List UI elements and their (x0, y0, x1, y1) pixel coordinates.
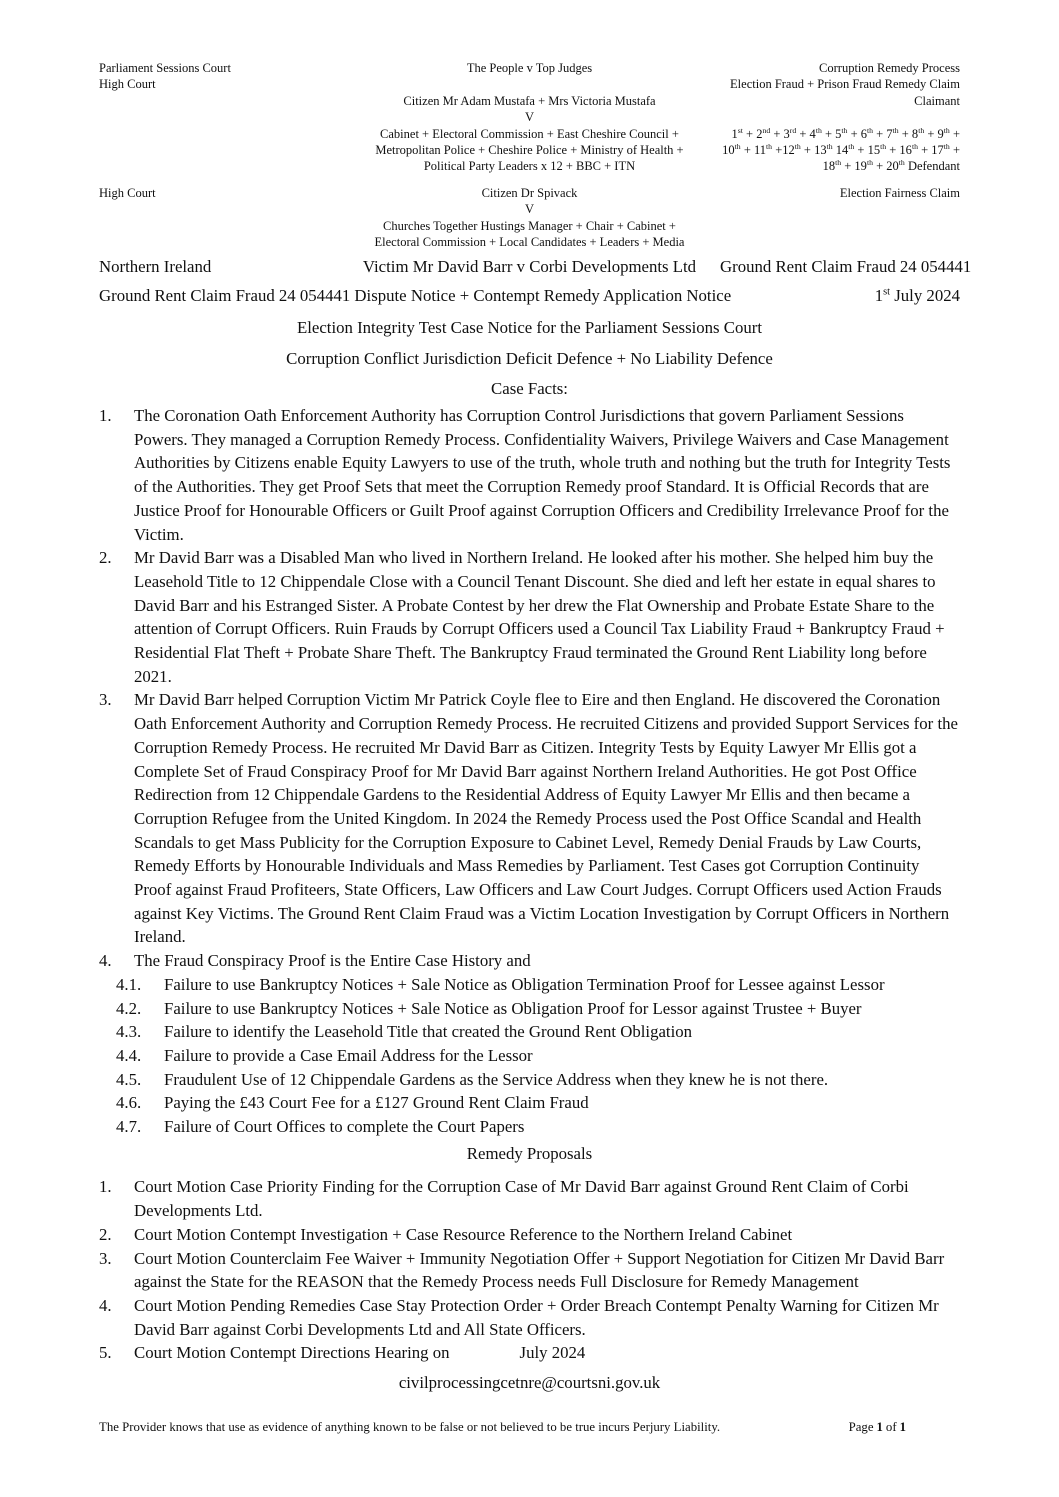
list-item (99, 1294, 960, 1341)
defendant-ordinals-line-2: 10th + 11th +12th + 13th 14th + 15th + 16th + 17th + (722, 141, 960, 158)
case-parties: Victim Mr David Barr v Corbi Developments Ltd (362, 257, 697, 277)
court-heading-claim-2 (99, 185, 960, 251)
list-item (99, 1247, 960, 1294)
item-number: 4.3. (116, 1022, 142, 1042)
page-label-total: 1 (899, 1419, 906, 1434)
list-item (99, 1175, 960, 1222)
header-row (99, 142, 960, 158)
list-item (99, 404, 960, 546)
list-item (99, 546, 960, 688)
versus-mark: V (524, 202, 535, 217)
item-text: Paying the £43 Court Fee for a £127 Ground Rent Claim Fraud (164, 1093, 589, 1113)
header-row (99, 158, 960, 174)
list-item (99, 949, 960, 973)
header-row (99, 60, 960, 76)
remedy-proposals-list (99, 1175, 960, 1365)
case-facts-list (99, 404, 960, 1139)
list-item (116, 973, 960, 997)
defendant-names-line-2: Electoral Commission + Local Candidates + Leaders + Media (374, 235, 685, 250)
header-row (99, 93, 960, 109)
remedy-proposals-heading: Remedy Proposals (466, 1143, 593, 1163)
defendant-names-line-1: Churches Together Hustings Manager + Chair + Cabinet + (383, 218, 676, 233)
header-row (99, 76, 960, 92)
item-number: 4. (99, 951, 112, 971)
notice-title: Ground Rent Claim Fraud 24 054441 Dispute Notice + Contempt Remedy Application Notice (99, 286, 732, 306)
item-text: Court Motion Pending Remedies Case Stay Protection Order + Order Breach Contempt Penalty Warning for Citizen Mr David Barr against Corbi Developments Ltd and All State Officers. (134, 1296, 939, 1339)
item-number: 1. (99, 1177, 112, 1197)
claimant-name: Citizen Dr Spivack (481, 185, 578, 200)
list-item (116, 1091, 960, 1115)
item-text: The Coronation Oath Enforcement Authority has Corruption Control Jurisdictions that govern Parliament Sessions Powers. They managed a Corruption Remedy Process. Confidentiality Waivers, Privilege Waivers and Case Management Authorities by Citizens enable Equity Lawyers to use of the truth, whole truth and nothing but the truth for Integrity Tests of the Authorities. They get Proof Sets that meet the Corruption Remedy proof Standard. It is Official Records that are Justice Proof for Honourable Officers or Guilt Proof against Corruption Officers and Credibility Irrelevance Proof for the Victim. (134, 405, 951, 544)
item-number: 1. (99, 405, 112, 425)
list-item (116, 1044, 960, 1068)
case-facts-heading: Case Facts: (491, 379, 568, 399)
process-label: Corruption Remedy Process (819, 61, 960, 75)
item-number: 4.5. (116, 1069, 142, 1089)
case-facts-sublist (116, 973, 960, 1139)
item-text: Court Motion Contempt Investigation + Case Resource Reference to the Northern Ireland Cabinet (134, 1224, 793, 1244)
page-label-current: 1 (876, 1419, 883, 1434)
item-text: Failure of Court Offices to complete the Court Papers (164, 1117, 525, 1137)
item-text: Fraudulent Use of 12 Chippendale Gardens as the Service Address when they knew he is not there. (164, 1069, 829, 1089)
header-row (99, 218, 960, 234)
item-number: 4.4. (116, 1045, 142, 1065)
header-row (99, 109, 960, 125)
item-number: 2. (99, 548, 112, 568)
hearing-date: July 2024 (519, 1343, 586, 1363)
perjury-disclaimer: The Provider knows that use as evidence of anything known to be false or not believed to be true incurs Perjury Liability. (99, 1419, 721, 1434)
item-text: The Fraud Conspiracy Proof is the Entire Case History and (134, 951, 531, 971)
item-number: 4. (99, 1296, 112, 1315)
item-text: Mr David Barr was a Disabled Man who lived in Northern Ireland. He looked after his mother. She helped him buy the Leasehold Title to 12 Chippendale Close with a Council Tenant Discount. She died and left her estate in equal shares to David Barr and his Estranged Sister. A Probate Contest by her drew the Flat Ownership and Probate Estate Share to the attention of Corrupt Officers. Ruin Frauds by Corrupt Officers used a Council Tax Liability Fraud + Bankruptcy Fraud + Residential Flat Theft + Probate Share Theft. The Bankruptcy Fraud terminated the Ground Rent Liability long before 2021. (134, 548, 945, 686)
defendant-names-line-2: Metropolitan Police + Cheshire Police + Ministry of Health + (375, 143, 684, 158)
page-label-prefix: Page (848, 1419, 874, 1434)
item-number: 4.7. (116, 1117, 142, 1137)
list-item (116, 1020, 960, 1044)
item-number: 5. (99, 1343, 112, 1363)
page-number (846, 1419, 906, 1435)
list-item (99, 1341, 960, 1365)
item-text: Failure to identify the Leasehold Title that created the Ground Rent Obligation (164, 1022, 693, 1042)
versus-mark: V (524, 110, 535, 125)
item-number: 4.2. (116, 998, 142, 1018)
document-content (99, 0, 972, 1435)
claimant-names: Citizen Mr Adam Mustafa + Mrs Victoria Mustafa (403, 93, 656, 108)
header-row (99, 234, 960, 250)
item-text: Court Motion Counterclaim Fee Waiver + Immunity Negotiation Offer + Support Negotiation for Citizen Mr David Barr against the State for the REASON that the Remedy Process needs Full Disclosure for Remedy Management (134, 1248, 945, 1292)
item-text (134, 1341, 960, 1365)
item-text: Failure to provide a Case Email Address for the Lessor (164, 1045, 533, 1065)
item-text: Failure to use Bankruptcy Notices + Sale Notice as Obligation Proof for Lessor against Trustee + Buyer (164, 998, 862, 1018)
header-row (99, 126, 960, 142)
defendant-names-line-1: Cabinet + Electoral Commission + East Cheshire Council + (380, 126, 679, 141)
document-date: 1st July 2024 (874, 286, 960, 306)
list-item (99, 688, 960, 949)
header-row (99, 201, 960, 217)
court-level: High Court (99, 77, 156, 92)
court-name: Parliament Sessions Court (99, 61, 231, 75)
header-row (99, 185, 960, 201)
defendant-ordinals-line-1: 1st + 2nd + 3rd + 4th + 5th + 6th + 7th + 8th + 9th + (731, 125, 960, 141)
page-label-of: of (885, 1419, 897, 1434)
contact-email: civilprocessingcetnre@courtsni.gov.uk (398, 1373, 661, 1393)
page-footer (99, 1419, 960, 1435)
defendant-names-line-3: Political Party Leaders x 12 + BBC + ITN (423, 159, 636, 174)
item-text: Court Motion Case Priority Finding for the Corruption Case of Mr David Barr against Ground Rent Claim of Corbi Developments Ltd. (134, 1177, 909, 1221)
defendant-ordinals-line-3: 18th + 19th + 20th Defendant (822, 158, 960, 174)
item-number: 4.6. (116, 1093, 142, 1113)
list-item (116, 1115, 960, 1139)
case-reference-row (99, 255, 972, 279)
item-text: Mr David Barr helped Corruption Victim Mr Patrick Coyle flee to Eire and then England. He discovered the Coronation Oath Enforcement Authority and Corruption Remedy Process. He recruited Citizens and provided Support Services for the Corruption Remedy Process. He recruited Mr David Barr as Citizen. Integrity Tests by Equity Lawyer Mr Ellis got a Complete Set of Fraud Conspiracy Proof for Mr David Barr against Northern Ireland Authorities. He got Post Office Redirection from 12 Chippendale Gardens to the Residential Address of Equity Lawyer Mr Ellis and then became a Corruption Refugee from the United Kingdom. In 2024 the Remedy Process used the Post Office Scandal and Health Scandals to get Mass Publicity for the Corruption Exposure to Cabinet Level, Remedy Denial Frauds by Law Courts, Remedy Efforts by Honourable Individuals and Mass Remedies by Parliament. Test Cases got Corruption Continuity Proof against Fraud Profiteers, State Officers, Law Officers and Law Court Judges. Corrupt Officers used Action Frauds against Key Victims. The Ground Rent Claim Fraud was a Victim Location Investigation by Corrupt Officers in Northern Ireland. (134, 690, 958, 947)
case-title: The People v Top Judges (466, 61, 593, 75)
item-text: Failure to use Bankruptcy Notices + Sale Notice as Obligation Termination Proof for Lessee against Lessor (164, 974, 885, 994)
case-number: Ground Rent Claim Fraud 24 054441 (720, 257, 972, 277)
jurisdiction-label: Northern Ireland (99, 257, 212, 277)
hearing-text: Court Motion Contempt Directions Hearing on (134, 1343, 450, 1363)
item-number: 2. (99, 1224, 112, 1244)
defence-heading: Corruption Conflict Jurisdiction Deficit Defence + No Liability Defence (286, 348, 773, 368)
notice-heading: Election Integrity Test Case Notice for the Parliament Sessions Court (296, 317, 763, 337)
item-number: 3. (99, 1248, 112, 1268)
list-item (116, 1068, 960, 1092)
list-item (99, 1223, 960, 1247)
item-number: 3. (99, 690, 112, 710)
court-heading-claim-1 (99, 60, 960, 175)
claimant-label: Claimant (914, 93, 960, 108)
list-item (116, 997, 960, 1021)
claim-type: Election Fairness Claim (839, 185, 960, 200)
claim-type: Election Fraud + Prison Fraud Remedy Claim (730, 77, 960, 92)
item-number: 4.1. (116, 974, 142, 994)
court-level: High Court (99, 185, 156, 200)
notice-date-row (99, 284, 960, 308)
